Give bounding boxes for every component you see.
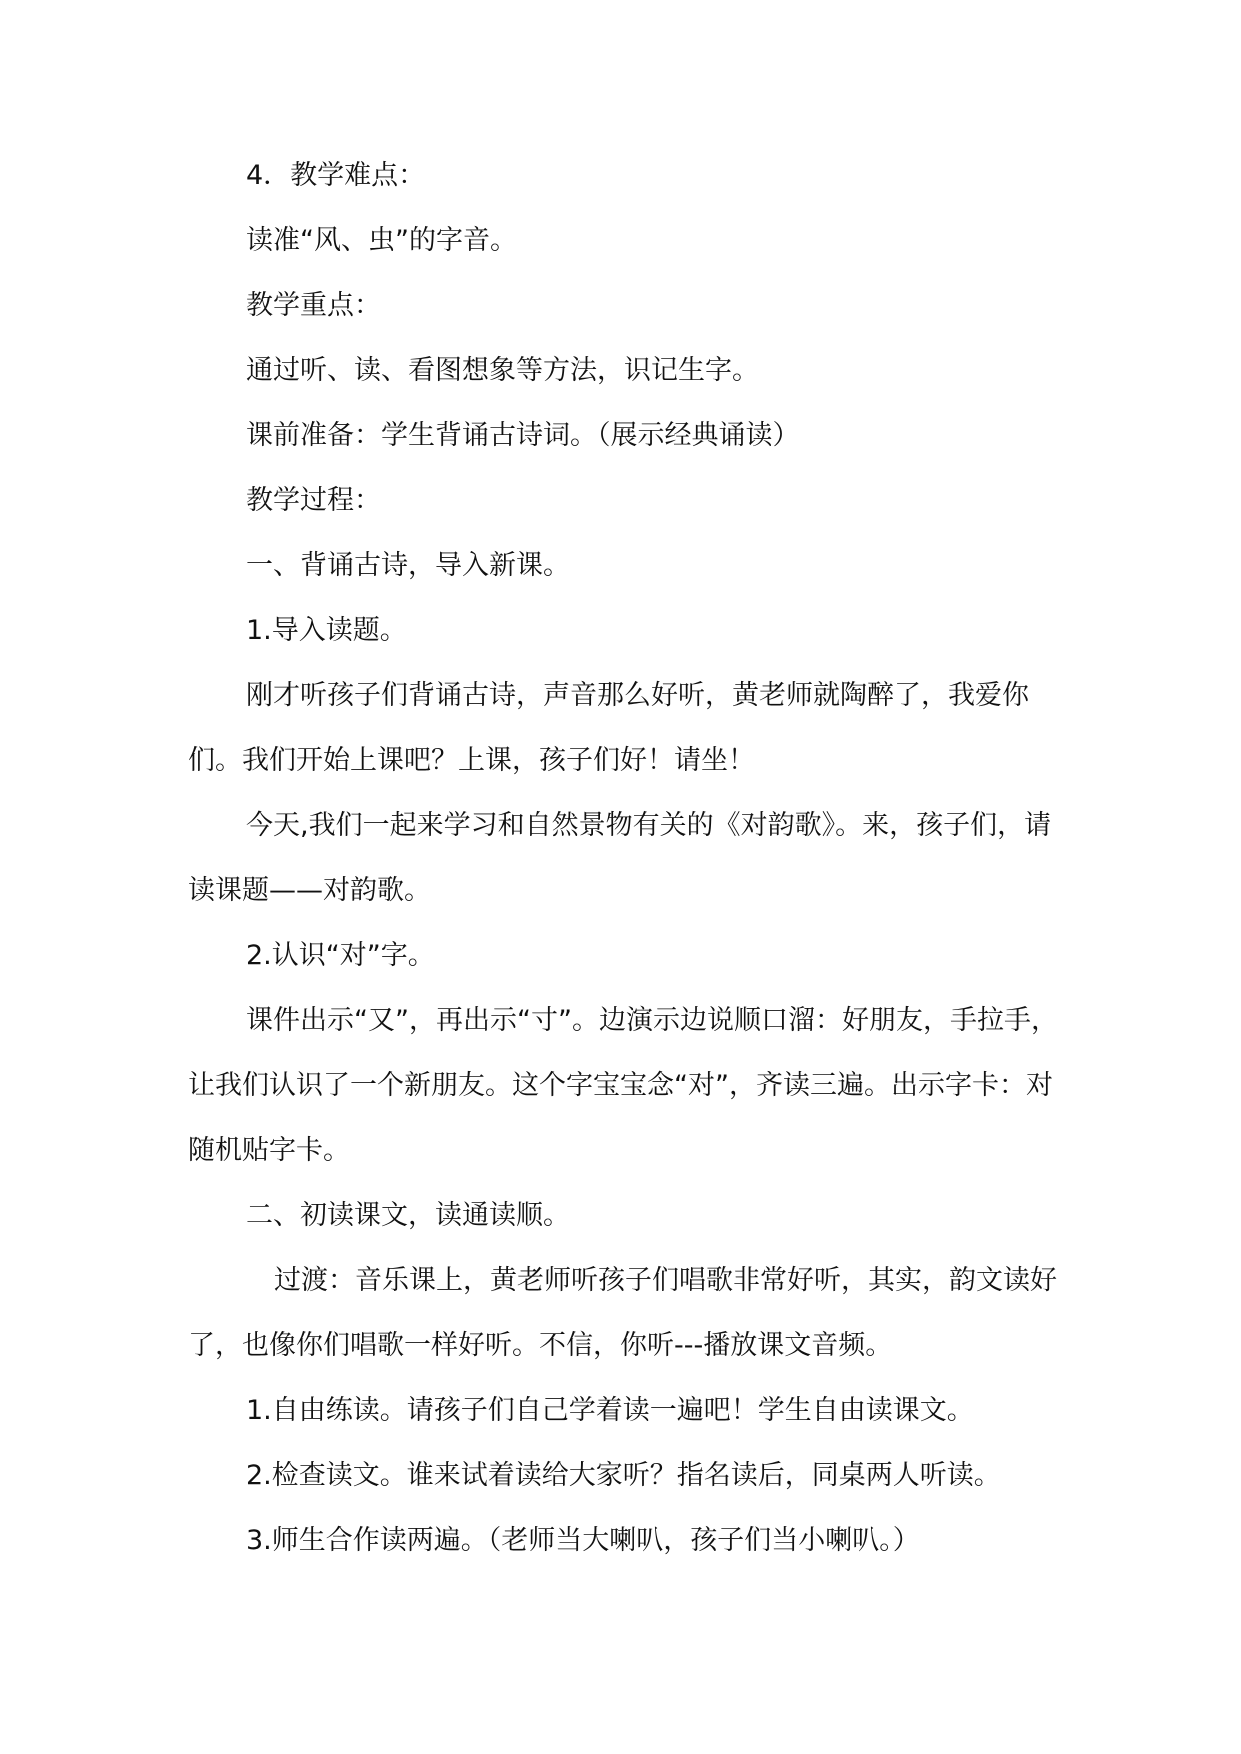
paragraph: 刚才听孩子们背诵古诗，声音那么好听，黄老师就陶醉了，我爱你们。我们开始上课吧？上课，孩子们好！请坐！	[188, 680, 1029, 776]
section-heading: 一、背诵古诗，导入新课。	[246, 550, 570, 581]
paragraph: 读准“风、虫”的字音。	[246, 225, 517, 256]
paragraph: 教学过程：	[246, 485, 381, 516]
paragraph: 课件出示“又”，再出示“寸”。边演示边说顺口溜：好朋友，手拉手，让我们认识了一个新朋友。这个字宝宝念“对”，齐读三遍。出示字卡：对 随机贴字卡。	[188, 1005, 1080, 1166]
paragraph: 2.认识“对”字。	[246, 940, 435, 971]
paragraph: 今天,我们一起来学习和自然景物有关的《对韵歌》。来，孩子们，请读课题——对韵歌。	[188, 810, 1052, 906]
paragraph: 3.师生合作读两遍。（老师当大喇叭，孩子们当小喇叭。）	[246, 1525, 920, 1556]
paragraph: 教学重点：	[246, 290, 381, 321]
section-heading: 二、初读课文，读通读顺。	[246, 1200, 570, 1231]
paragraph: 1.导入读题。	[246, 615, 407, 646]
document-body	[188, 143, 1080, 1573]
paragraph: 4．教学难点：	[246, 160, 426, 191]
paragraph: 过渡：音乐课上，黄老师听孩子们唱歌非常好听，其实，韵文读好了，也像你们唱歌一样好听。不信，你听---播放课文音频。	[188, 1265, 1057, 1361]
paragraph: 1.自由练读。请孩子们自己学着读一遍吧！学生自由读课文。	[246, 1395, 974, 1426]
paragraph: 通过听、读、看图想象等方法，识记生字。	[246, 355, 759, 386]
paragraph: 2.检查读文。谁来试着读给大家听？指名读后，同桌两人听读。	[246, 1460, 1001, 1491]
paragraph: 课前准备：学生背诵古诗词。（展示经典诵读）	[246, 420, 800, 451]
